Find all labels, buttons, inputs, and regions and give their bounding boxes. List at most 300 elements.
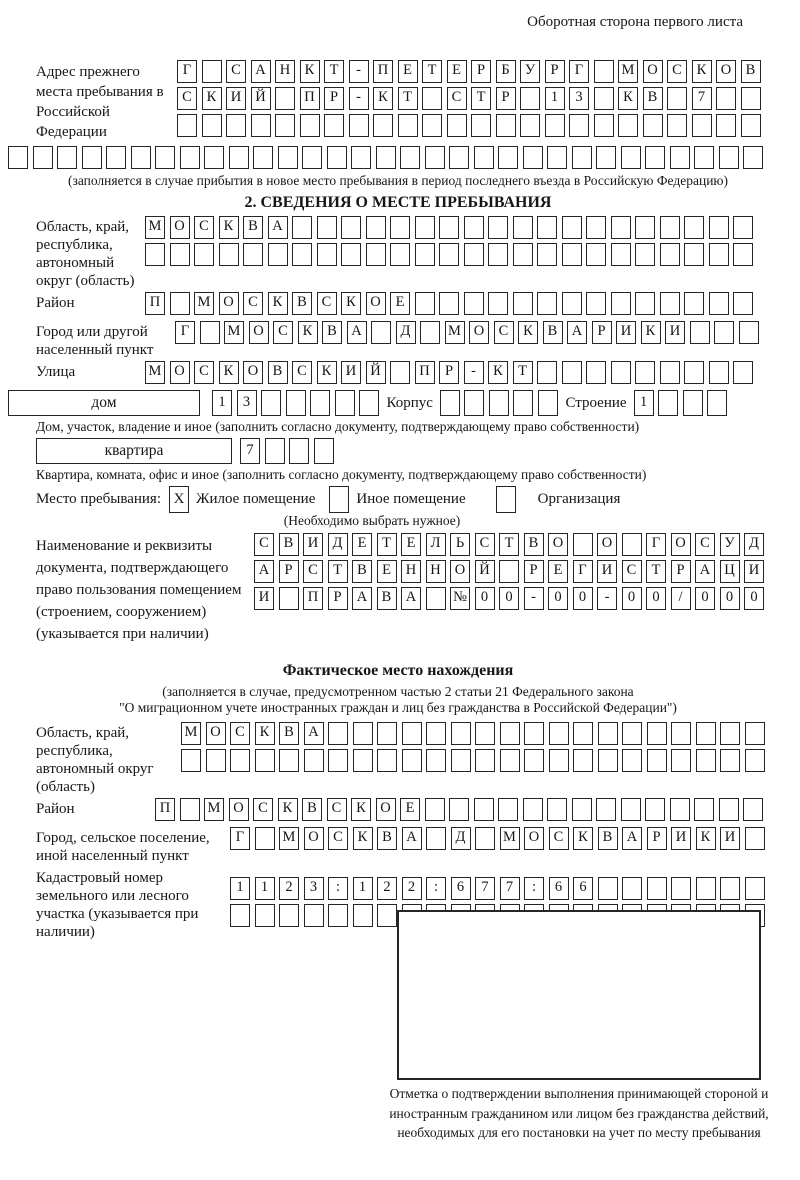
char-box[interactable]: Б	[496, 60, 516, 83]
char-box[interactable]	[683, 390, 703, 416]
char-box[interactable]: И	[303, 533, 323, 556]
char-box[interactable]	[292, 243, 312, 266]
char-box[interactable]: Н	[426, 560, 446, 583]
char-box[interactable]	[373, 114, 393, 137]
char-box[interactable]	[720, 749, 740, 772]
char-box[interactable]: 0	[646, 587, 666, 610]
char-box[interactable]	[696, 877, 716, 900]
char-box[interactable]: С	[447, 87, 467, 110]
char-box[interactable]: 0	[695, 587, 715, 610]
char-box[interactable]	[513, 292, 533, 315]
char-box[interactable]: Е	[401, 533, 421, 556]
char-box[interactable]: В	[524, 533, 544, 556]
char-box[interactable]: О	[524, 827, 544, 850]
char-box[interactable]: А	[254, 560, 274, 583]
char-box[interactable]: А	[268, 216, 288, 239]
char-box[interactable]	[709, 361, 729, 384]
char-box[interactable]	[304, 749, 324, 772]
char-box[interactable]	[475, 827, 495, 850]
char-box[interactable]: Р	[324, 87, 344, 110]
char-box[interactable]	[402, 749, 422, 772]
char-box[interactable]: 0	[720, 587, 740, 610]
char-box[interactable]	[719, 146, 739, 169]
char-box[interactable]	[33, 146, 53, 169]
char-box[interactable]: Т	[646, 560, 666, 583]
char-box[interactable]	[513, 243, 533, 266]
char-box[interactable]	[464, 216, 484, 239]
char-box[interactable]	[289, 438, 309, 464]
char-box[interactable]	[180, 798, 200, 821]
char-box[interactable]	[549, 749, 569, 772]
char-box[interactable]: Г	[569, 60, 589, 83]
char-box[interactable]: К	[351, 798, 371, 821]
char-box[interactable]: О	[243, 361, 263, 384]
char-box[interactable]: 6	[549, 877, 569, 900]
char-box[interactable]: У	[720, 533, 740, 556]
char-box[interactable]	[449, 798, 469, 821]
char-box[interactable]	[268, 243, 288, 266]
char-box[interactable]: П	[145, 292, 165, 315]
char-box[interactable]: И	[616, 321, 636, 344]
char-box[interactable]	[696, 722, 716, 745]
char-box[interactable]: М	[618, 60, 638, 83]
char-box[interactable]	[524, 749, 544, 772]
char-box[interactable]: 2	[279, 877, 299, 900]
char-box[interactable]: 3	[569, 87, 589, 110]
char-box[interactable]: К	[353, 827, 373, 850]
char-box[interactable]: О	[206, 722, 226, 745]
char-box[interactable]	[660, 292, 680, 315]
char-box[interactable]: О	[229, 798, 249, 821]
char-box[interactable]	[376, 146, 396, 169]
char-box[interactable]: Д	[451, 827, 471, 850]
char-box[interactable]	[635, 361, 655, 384]
char-box[interactable]	[366, 216, 386, 239]
char-box[interactable]	[475, 722, 495, 745]
char-box[interactable]	[513, 216, 533, 239]
char-box[interactable]: 0	[475, 587, 495, 610]
char-box[interactable]: С	[317, 292, 337, 315]
char-box[interactable]	[145, 243, 165, 266]
char-box[interactable]: В	[543, 321, 563, 344]
char-box[interactable]: О	[219, 292, 239, 315]
char-box[interactable]: Й	[366, 361, 386, 384]
char-box[interactable]: Р	[545, 60, 565, 83]
char-box[interactable]	[743, 798, 763, 821]
char-box[interactable]	[341, 216, 361, 239]
char-box[interactable]	[422, 114, 442, 137]
char-box[interactable]	[719, 798, 739, 821]
char-box[interactable]	[618, 114, 638, 137]
char-box[interactable]: К	[518, 321, 538, 344]
char-box[interactable]: 6	[451, 877, 471, 900]
char-box[interactable]	[464, 390, 484, 416]
char-box[interactable]	[598, 877, 618, 900]
char-box[interactable]: И	[671, 827, 691, 850]
char-box[interactable]	[439, 292, 459, 315]
char-box[interactable]	[366, 243, 386, 266]
char-box[interactable]: С	[292, 361, 312, 384]
char-box[interactable]: К	[219, 361, 239, 384]
char-box[interactable]	[471, 114, 491, 137]
char-box[interactable]: Р	[647, 827, 667, 850]
char-box[interactable]	[562, 216, 582, 239]
char-box[interactable]	[300, 114, 320, 137]
char-box[interactable]: К	[278, 798, 298, 821]
char-box[interactable]	[219, 243, 239, 266]
other-premises-checkbox[interactable]	[329, 486, 349, 513]
char-box[interactable]	[377, 749, 397, 772]
char-box[interactable]	[586, 361, 606, 384]
char-box[interactable]	[226, 114, 246, 137]
char-box[interactable]	[572, 798, 592, 821]
char-box[interactable]: А	[304, 722, 324, 745]
char-box[interactable]	[353, 749, 373, 772]
char-box[interactable]	[275, 114, 295, 137]
char-box[interactable]	[596, 146, 616, 169]
char-box[interactable]	[694, 798, 714, 821]
char-box[interactable]	[279, 904, 299, 927]
char-box[interactable]	[733, 361, 753, 384]
char-box[interactable]: В	[279, 722, 299, 745]
char-box[interactable]: Р	[439, 361, 459, 384]
char-box[interactable]	[586, 243, 606, 266]
char-box[interactable]: Т	[513, 361, 533, 384]
char-box[interactable]: С	[303, 560, 323, 583]
char-box[interactable]	[500, 749, 520, 772]
char-box[interactable]	[611, 243, 631, 266]
char-box[interactable]: Е	[398, 60, 418, 83]
char-box[interactable]	[8, 146, 28, 169]
char-box[interactable]	[709, 216, 729, 239]
char-box[interactable]: С	[226, 60, 246, 83]
char-box[interactable]: И	[744, 560, 764, 583]
char-box[interactable]	[131, 146, 151, 169]
char-box[interactable]	[265, 438, 285, 464]
char-box[interactable]	[635, 292, 655, 315]
char-box[interactable]	[658, 390, 678, 416]
char-box[interactable]: В	[643, 87, 663, 110]
char-box[interactable]	[523, 798, 543, 821]
char-box[interactable]	[474, 798, 494, 821]
char-box[interactable]	[426, 749, 446, 772]
char-box[interactable]: М	[145, 216, 165, 239]
char-box[interactable]: К	[202, 87, 222, 110]
char-box[interactable]: П	[300, 87, 320, 110]
char-box[interactable]	[572, 146, 592, 169]
char-box[interactable]: Е	[548, 560, 568, 583]
char-box[interactable]	[596, 798, 616, 821]
char-box[interactable]	[180, 146, 200, 169]
char-box[interactable]: 3	[237, 390, 257, 416]
char-box[interactable]: Р	[471, 60, 491, 83]
char-box[interactable]	[278, 146, 298, 169]
char-box[interactable]: М	[445, 321, 465, 344]
char-box[interactable]	[720, 877, 740, 900]
char-box[interactable]	[741, 114, 761, 137]
char-box[interactable]	[377, 722, 397, 745]
char-box[interactable]	[202, 114, 222, 137]
char-box[interactable]	[745, 827, 765, 850]
char-box[interactable]	[643, 114, 663, 137]
char-box[interactable]: -	[464, 361, 484, 384]
char-box[interactable]: П	[155, 798, 175, 821]
char-box[interactable]	[275, 87, 295, 110]
char-box[interactable]	[694, 146, 714, 169]
char-box[interactable]: О	[597, 533, 617, 556]
char-box[interactable]	[310, 390, 330, 416]
char-box[interactable]	[390, 361, 410, 384]
char-box[interactable]	[243, 243, 263, 266]
char-box[interactable]	[251, 114, 271, 137]
char-box[interactable]: 0	[499, 587, 519, 610]
char-box[interactable]: В	[741, 60, 761, 83]
char-box[interactable]: О	[170, 361, 190, 384]
char-box[interactable]: К	[488, 361, 508, 384]
char-box[interactable]	[415, 292, 435, 315]
char-box[interactable]	[660, 361, 680, 384]
char-box[interactable]	[415, 243, 435, 266]
char-box[interactable]	[425, 146, 445, 169]
char-box[interactable]: К	[268, 292, 288, 315]
char-box[interactable]: Г	[230, 827, 250, 850]
char-box[interactable]: 1	[212, 390, 232, 416]
char-box[interactable]	[684, 361, 704, 384]
char-box[interactable]: Н	[275, 60, 295, 83]
char-box[interactable]	[351, 146, 371, 169]
char-box[interactable]	[474, 146, 494, 169]
char-box[interactable]	[562, 292, 582, 315]
char-box[interactable]	[359, 390, 379, 416]
char-box[interactable]	[464, 243, 484, 266]
char-box[interactable]: Р	[328, 587, 348, 610]
char-box[interactable]	[537, 292, 557, 315]
char-box[interactable]	[279, 749, 299, 772]
char-box[interactable]	[371, 321, 391, 344]
char-box[interactable]	[302, 146, 322, 169]
char-box[interactable]: Д	[396, 321, 416, 344]
char-box[interactable]	[279, 587, 299, 610]
char-box[interactable]: К	[219, 216, 239, 239]
char-box[interactable]: С	[327, 798, 347, 821]
char-box[interactable]	[200, 321, 220, 344]
char-box[interactable]: С	[230, 722, 250, 745]
char-box[interactable]	[696, 749, 716, 772]
char-box[interactable]: С	[273, 321, 293, 344]
char-box[interactable]: Т	[324, 60, 344, 83]
char-box[interactable]: 1	[545, 87, 565, 110]
char-box[interactable]	[202, 60, 222, 83]
char-box[interactable]	[286, 390, 306, 416]
char-box[interactable]	[621, 798, 641, 821]
char-box[interactable]: Т	[398, 87, 418, 110]
char-box[interactable]	[667, 87, 687, 110]
char-box[interactable]: О	[716, 60, 736, 83]
char-box[interactable]: О	[450, 560, 470, 583]
char-box[interactable]: О	[643, 60, 663, 83]
char-box[interactable]	[562, 243, 582, 266]
char-box[interactable]: 2	[377, 877, 397, 900]
char-box[interactable]	[733, 216, 753, 239]
char-box[interactable]: Д	[328, 533, 348, 556]
char-box[interactable]: П	[303, 587, 323, 610]
char-box[interactable]: В	[292, 292, 312, 315]
char-box[interactable]: С	[253, 798, 273, 821]
char-box[interactable]	[170, 292, 190, 315]
char-box[interactable]: Д	[744, 533, 764, 556]
char-box[interactable]: М	[204, 798, 224, 821]
char-box[interactable]	[57, 146, 77, 169]
char-box[interactable]	[439, 243, 459, 266]
char-box[interactable]	[440, 390, 460, 416]
char-box[interactable]: О	[170, 216, 190, 239]
char-box[interactable]	[611, 216, 631, 239]
char-box[interactable]: А	[622, 827, 642, 850]
char-box[interactable]: К	[641, 321, 661, 344]
char-box[interactable]: Г	[573, 560, 593, 583]
char-box[interactable]: М	[145, 361, 165, 384]
char-box[interactable]	[573, 749, 593, 772]
char-box[interactable]: М	[194, 292, 214, 315]
char-box[interactable]: 0	[622, 587, 642, 610]
char-box[interactable]: М	[181, 722, 201, 745]
char-box[interactable]	[647, 749, 667, 772]
char-box[interactable]	[335, 390, 355, 416]
char-box[interactable]: М	[224, 321, 244, 344]
char-box[interactable]: О	[304, 827, 324, 850]
char-box[interactable]: О	[249, 321, 269, 344]
char-box[interactable]: И	[341, 361, 361, 384]
char-box[interactable]: К	[341, 292, 361, 315]
char-box[interactable]: М	[500, 827, 520, 850]
char-box[interactable]	[670, 798, 690, 821]
char-box[interactable]	[660, 216, 680, 239]
char-box[interactable]: Г	[177, 60, 197, 83]
char-box[interactable]: М	[279, 827, 299, 850]
char-box[interactable]: И	[254, 587, 274, 610]
char-box[interactable]	[622, 877, 642, 900]
char-box[interactable]	[328, 904, 348, 927]
char-box[interactable]: Ц	[720, 560, 740, 583]
char-box[interactable]: В	[352, 560, 372, 583]
char-box[interactable]	[670, 146, 690, 169]
char-box[interactable]: И	[597, 560, 617, 583]
char-box[interactable]	[622, 722, 642, 745]
char-box[interactable]	[739, 321, 759, 344]
char-box[interactable]	[745, 749, 765, 772]
char-box[interactable]	[671, 749, 691, 772]
char-box[interactable]: Й	[475, 560, 495, 583]
char-box[interactable]	[714, 321, 734, 344]
char-box[interactable]	[390, 216, 410, 239]
char-box[interactable]	[475, 749, 495, 772]
char-box[interactable]	[635, 216, 655, 239]
char-box[interactable]	[230, 749, 250, 772]
char-box[interactable]: К	[317, 361, 337, 384]
char-box[interactable]	[415, 216, 435, 239]
char-box[interactable]	[545, 114, 565, 137]
char-box[interactable]	[400, 146, 420, 169]
char-box[interactable]	[594, 114, 614, 137]
char-box[interactable]: О	[469, 321, 489, 344]
char-box[interactable]: 2	[402, 877, 422, 900]
char-box[interactable]	[390, 243, 410, 266]
char-box[interactable]: С	[243, 292, 263, 315]
char-box[interactable]: П	[373, 60, 393, 83]
char-box[interactable]: Е	[400, 798, 420, 821]
char-box[interactable]	[684, 216, 704, 239]
char-box[interactable]: Т	[377, 533, 397, 556]
char-box[interactable]: А	[251, 60, 271, 83]
char-box[interactable]	[586, 292, 606, 315]
char-box[interactable]: Т	[422, 60, 442, 83]
char-box[interactable]: -	[597, 587, 617, 610]
char-box[interactable]: В	[243, 216, 263, 239]
char-box[interactable]: А	[401, 587, 421, 610]
char-box[interactable]	[586, 216, 606, 239]
char-box[interactable]: -	[349, 87, 369, 110]
char-box[interactable]	[611, 292, 631, 315]
char-box[interactable]: Р	[279, 560, 299, 583]
char-box[interactable]	[402, 722, 422, 745]
char-box[interactable]: В	[268, 361, 288, 384]
char-box[interactable]: 1	[230, 877, 250, 900]
char-box[interactable]	[621, 146, 641, 169]
char-box[interactable]	[426, 587, 446, 610]
char-box[interactable]	[684, 292, 704, 315]
char-box[interactable]: 7	[500, 877, 520, 900]
char-box[interactable]	[647, 722, 667, 745]
char-box[interactable]	[451, 722, 471, 745]
char-box[interactable]	[520, 87, 540, 110]
char-box[interactable]: Т	[328, 560, 348, 583]
char-box[interactable]	[464, 292, 484, 315]
char-box[interactable]	[645, 798, 665, 821]
char-box[interactable]: :	[328, 877, 348, 900]
char-box[interactable]: Л	[426, 533, 446, 556]
char-box[interactable]: К	[618, 87, 638, 110]
char-box[interactable]: А	[347, 321, 367, 344]
char-box[interactable]: И	[226, 87, 246, 110]
char-box[interactable]: В	[598, 827, 618, 850]
char-box[interactable]: С	[667, 60, 687, 83]
char-box[interactable]	[449, 146, 469, 169]
char-box[interactable]: :	[524, 877, 544, 900]
char-box[interactable]	[745, 722, 765, 745]
char-box[interactable]	[733, 292, 753, 315]
char-box[interactable]	[106, 146, 126, 169]
char-box[interactable]: К	[692, 60, 712, 83]
char-box[interactable]	[324, 114, 344, 137]
char-box[interactable]	[499, 560, 519, 583]
char-box[interactable]	[181, 749, 201, 772]
char-box[interactable]	[598, 749, 618, 772]
char-box[interactable]	[671, 877, 691, 900]
char-box[interactable]	[707, 390, 727, 416]
char-box[interactable]	[328, 722, 348, 745]
char-box[interactable]	[314, 438, 334, 464]
char-box[interactable]	[398, 114, 418, 137]
char-box[interactable]	[573, 722, 593, 745]
char-box[interactable]: 1	[353, 877, 373, 900]
char-box[interactable]: Т	[499, 533, 519, 556]
char-box[interactable]	[317, 216, 337, 239]
char-box[interactable]	[353, 722, 373, 745]
char-box[interactable]: А	[402, 827, 422, 850]
char-box[interactable]	[647, 877, 667, 900]
char-box[interactable]	[292, 216, 312, 239]
char-box[interactable]: Ь	[450, 533, 470, 556]
